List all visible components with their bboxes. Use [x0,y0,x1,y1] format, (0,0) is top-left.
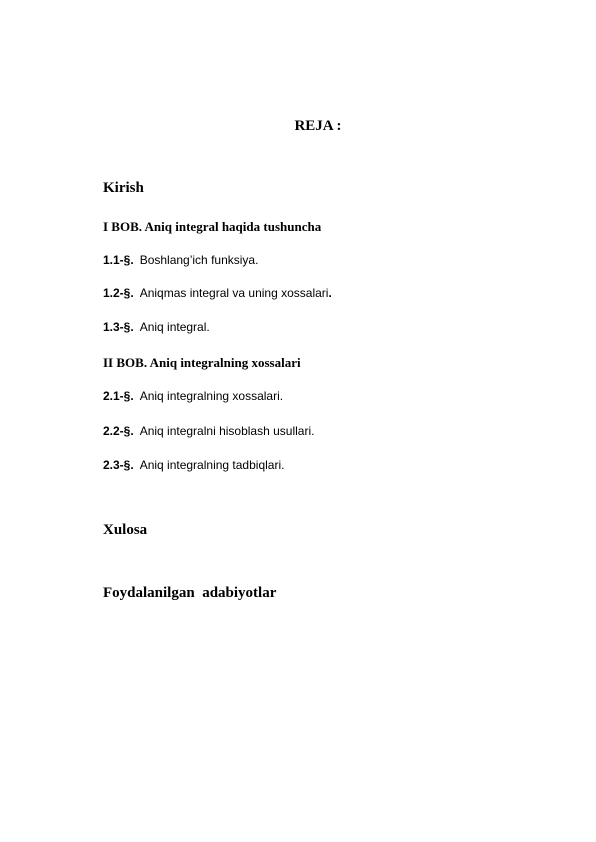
section-number: 1.2-§. [103,286,134,300]
section-text: Boshlang’ich funksiya. [139,253,259,267]
section-text: Aniq integralni hisoblash usullari. [139,424,315,438]
section-number: 2.2-§. [103,424,134,438]
plan-title: REJA : [294,118,342,134]
section-trail: . [328,286,332,300]
section-text: Aniq integralning tadbiqlari. [139,458,285,472]
section-text: Aniq integralning xossalari. [139,389,284,403]
section-1-3 [103,319,210,335]
section-1-1 [103,252,258,268]
conclusion-heading: Xulosa [103,522,148,538]
section-text: Aniqmas integral va uning xossalari [139,286,329,300]
section-number: 2.1-§. [103,389,134,403]
section-2-1 [103,388,283,404]
section-number: 1.3-§. [103,320,134,334]
references-heading: Foydalanilgan adabiyotlar [103,585,277,601]
section-2-2 [103,423,314,439]
section-number: 1.1-§. [103,253,134,267]
section-number: 2.3-§. [103,458,134,472]
section-2-3 [103,457,284,473]
intro-heading: Kirish [103,180,144,196]
section-text: Aniq integral. [139,320,210,334]
chapter-1-heading: I BOB. Aniq integral haqida tushuncha [103,219,322,234]
chapter-2-heading: II BOB. Aniq integralning xossalari [103,355,301,370]
section-1-2 [103,285,332,301]
